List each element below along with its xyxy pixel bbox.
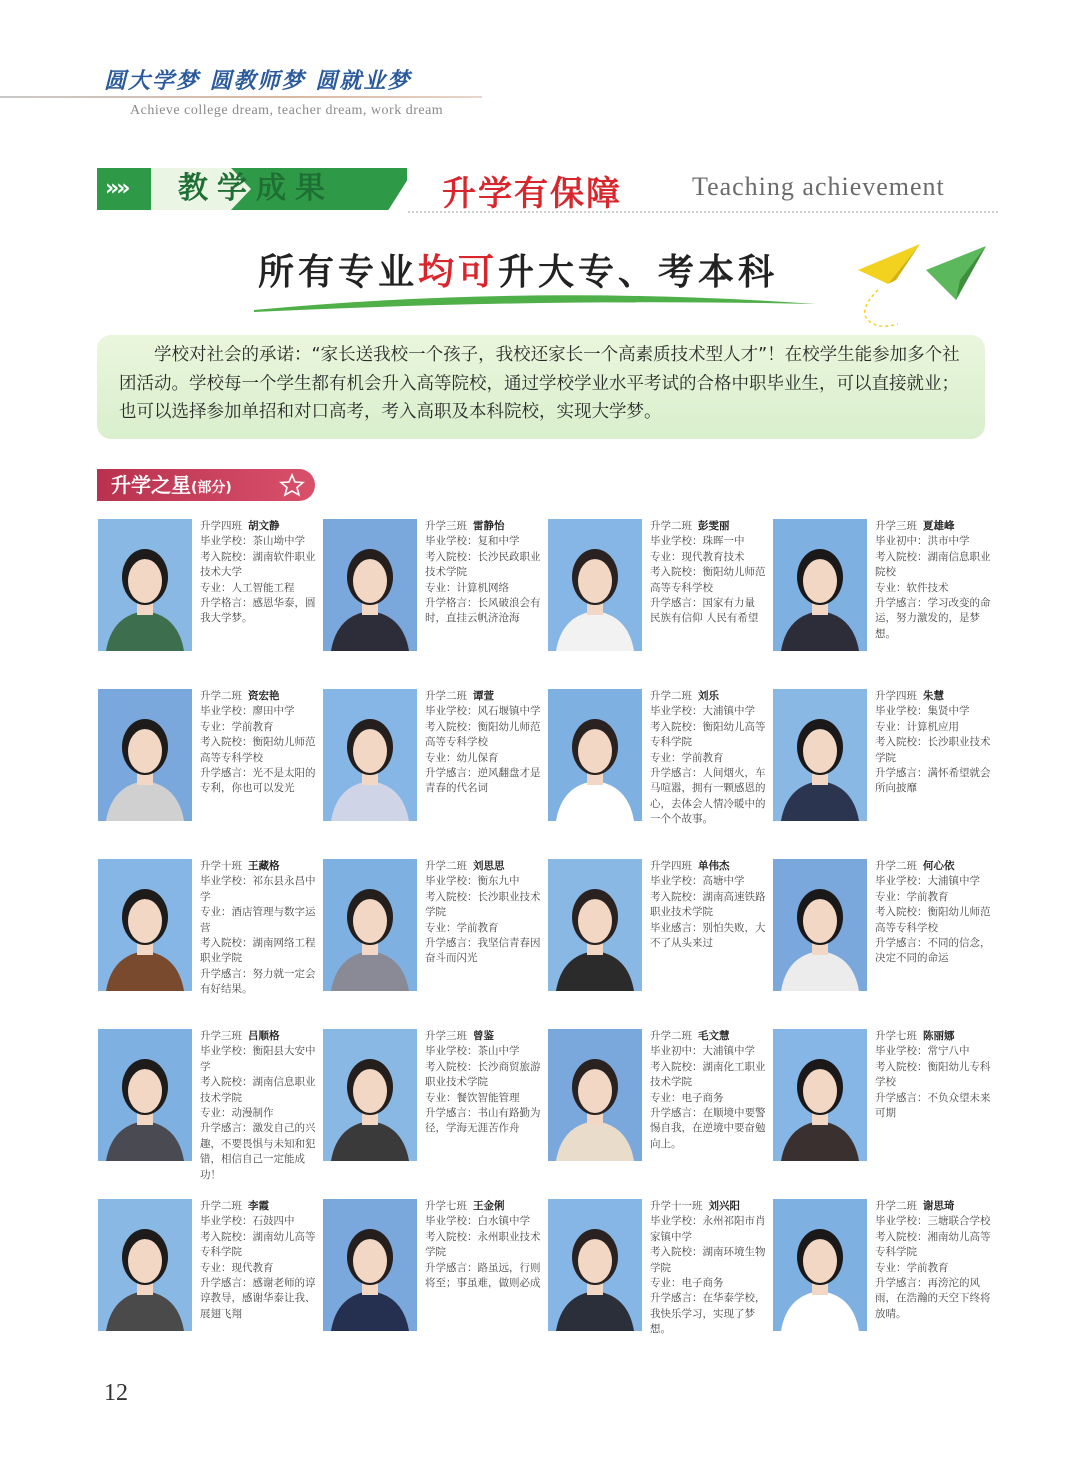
- student-photo: [98, 1029, 192, 1161]
- student-detail-line: 考入院校：湖南高速铁路职业技术学院: [650, 890, 766, 919]
- section-subtitle-english: Teaching achievement: [692, 172, 945, 201]
- student-detail-line: 升学感言：激发自己的兴趣，不要畏惧与未知和犯错，相信自己一定能成功！: [200, 1122, 316, 1181]
- student-card: [548, 519, 766, 653]
- student-class-line: [650, 1029, 768, 1044]
- student-card: [98, 689, 316, 823]
- student-detail-line: 专业：电子商务: [650, 1091, 724, 1104]
- student-detail-line: 专业：计算机网络: [425, 581, 509, 594]
- student-card: [323, 689, 541, 823]
- student-card: [548, 1199, 766, 1336]
- student-photo: [323, 689, 417, 821]
- student-info: [200, 1199, 318, 1322]
- student-class-line: [425, 859, 543, 874]
- student-info: [875, 689, 993, 797]
- student-card: [323, 1029, 541, 1163]
- student-detail-line: 升学感言：满怀希望就会所向披靡: [875, 767, 991, 795]
- page-number: 12: [104, 1380, 128, 1406]
- student-name: 曾鉴: [473, 1030, 494, 1042]
- header-divider: [0, 96, 482, 98]
- student-detail-line: 毕业学校：大浦镇中学: [650, 705, 755, 718]
- student-info: [200, 859, 318, 998]
- student-class: 升学二班: [200, 690, 242, 702]
- student-detail-line: 专业：幼儿保育: [425, 751, 499, 764]
- student-detail-line: 升学感言：努力就一定会有好结果。: [200, 967, 316, 996]
- student-card: [548, 689, 766, 826]
- student-detail-line: 升学感言：光不是太阳的专利，你也可以发光: [200, 767, 316, 795]
- section-subtitle: 升学有保障: [442, 174, 622, 214]
- student-detail-line: 升学感言：在华泰学校，我快乐学习，实现了梦想。: [650, 1292, 766, 1336]
- student-detail-line: 升学感言：书山有路勤为径，学海无涯苦作舟: [425, 1107, 541, 1135]
- student-photo: [98, 859, 192, 991]
- student-detail-line: 毕业学校：风石堰镇中学: [425, 705, 541, 718]
- student-photo: [323, 1199, 417, 1331]
- student-class-line: [200, 1029, 318, 1044]
- student-detail-line: 毕业学校：珠晖一中: [650, 535, 745, 548]
- student-card: [773, 689, 991, 823]
- student-name: 胡文静: [248, 520, 280, 532]
- stars-label-text: [111, 469, 232, 504]
- stars-label-note: (部分): [191, 480, 232, 496]
- headline-part1: 所有专业: [258, 252, 419, 293]
- student-info: [425, 859, 543, 967]
- student-card: [773, 519, 991, 653]
- student-detail-line: 考入院校：湖南环境生物学院: [650, 1246, 766, 1274]
- student-card: [773, 859, 991, 993]
- student-info: [875, 859, 993, 967]
- star-icon: [279, 473, 305, 497]
- student-info: [425, 1199, 543, 1291]
- student-detail-line: 毕业初中：大浦镇中学: [650, 1045, 755, 1058]
- student-info: [650, 1199, 768, 1338]
- student-name: 李霞: [248, 1200, 269, 1212]
- student-class: 升学十班: [200, 860, 242, 872]
- student-photo: [548, 519, 642, 651]
- student-info: [650, 519, 768, 627]
- student-detail-line: 升学感言：逆风翻盘才是青春的代名词: [425, 767, 541, 795]
- student-detail-line: 专业：现代教育技术: [650, 550, 745, 563]
- student-class: 升学三班: [875, 520, 917, 532]
- student-photo: [548, 859, 642, 991]
- student-detail-line: 升学感言：人间烟火，车马喧嚣，拥有一颗感恩的心，去体会人情冷暖中的一个个故事。: [650, 767, 766, 826]
- student-detail-line: 升学感言：学习改变的命运，努力激发的，是梦想。: [875, 597, 991, 640]
- dotted-divider: [408, 211, 998, 213]
- student-class-line: [650, 859, 768, 874]
- student-detail-line: 专业：学前教育: [425, 921, 499, 934]
- student-class-line: [650, 689, 768, 704]
- student-detail-line: 升学格言：长风破浪会有时，直挂云帆济沧海: [425, 597, 541, 625]
- student-detail-line: 考入院校：衡阳幼儿师范高等专科学校: [650, 566, 766, 594]
- student-detail-line: 毕业学校：茶山坳中学: [200, 535, 305, 548]
- student-name: 何心依: [923, 860, 955, 872]
- student-name: 刘乐: [698, 690, 719, 702]
- student-detail-line: 考入院校：湖南化工职业技术学院: [650, 1060, 766, 1089]
- student-name: 夏雄峰: [923, 520, 955, 532]
- headline-highlight: 均可: [418, 252, 499, 293]
- student-detail-line: 专业：现代教育: [200, 1261, 274, 1274]
- student-class-line: [875, 689, 993, 704]
- student-name: 毛文慧: [698, 1030, 730, 1042]
- student-detail-line: 升学感言：感谢老师的谆谆教导，感谢华泰让我、展翅飞翔: [200, 1277, 316, 1320]
- student-detail-line: 升学感言：在顺境中要警惕自我，在逆境中要奋勉向上。: [650, 1107, 766, 1150]
- student-photo: [548, 1199, 642, 1331]
- student-info: [875, 1199, 993, 1322]
- student-class-line: [425, 1029, 543, 1044]
- student-photo: [773, 859, 867, 991]
- student-detail-line: 升学感言：国家有力量 民族有信仰 人民有希望: [650, 597, 759, 625]
- headline: [258, 244, 778, 295]
- paper-plane-icon: [848, 240, 988, 330]
- student-detail-line: 专业：餐饮智能管理: [425, 1091, 520, 1104]
- student-class: 升学三班: [425, 520, 467, 532]
- student-photo: [773, 689, 867, 821]
- student-photo: [98, 1199, 192, 1331]
- student-name: 刘兴阳: [708, 1200, 740, 1212]
- student-card: [98, 859, 316, 996]
- student-card: [323, 1199, 541, 1333]
- headline-part2: 升大专、考本科: [498, 252, 779, 293]
- student-class: 升学二班: [200, 1200, 242, 1212]
- student-class-line: [200, 859, 318, 874]
- stars-label-main: 升学之星: [111, 473, 191, 497]
- student-card: [98, 519, 316, 653]
- student-detail-line: 专业：学前教育: [875, 1261, 949, 1274]
- student-detail-line: 考入院校：湖南幼儿高等专科学院: [200, 1230, 316, 1259]
- student-detail-line: 考入院校：长沙民政职业技术学院: [425, 550, 541, 579]
- student-detail-line: 专业：学前教育: [875, 890, 949, 903]
- student-detail-line: 毕业学校：三塘联合学校: [875, 1215, 991, 1228]
- student-detail-line: 升学感言：不负众望未来可期: [875, 1091, 991, 1120]
- student-info: [425, 1029, 543, 1137]
- student-name: 吕顺格: [248, 1030, 280, 1042]
- student-info: [650, 689, 768, 828]
- student-photo: [323, 859, 417, 991]
- intro-box: [97, 335, 985, 439]
- student-info: [200, 1029, 318, 1183]
- student-name: 雷静怡: [473, 520, 505, 532]
- student-detail-line: 专业：动漫制作: [200, 1107, 274, 1120]
- student-class: 升学二班: [650, 520, 692, 532]
- student-class: 升学二班: [875, 1200, 917, 1212]
- student-name: 单伟杰: [698, 860, 730, 872]
- student-detail-line: 毕业学校：祁东县永昌中学: [200, 875, 316, 903]
- student-detail-line: 考入院校：湖南软件职业技术大学: [200, 550, 316, 579]
- student-detail-line: 毕业学校：衡东九中: [425, 875, 520, 888]
- student-card: [323, 859, 541, 993]
- student-detail-line: 专业：电子商务: [650, 1277, 724, 1290]
- student-card: [98, 1029, 316, 1181]
- student-detail-line: 考入院校：湖南网络工程职业学院: [200, 937, 316, 965]
- student-detail-line: 升学感言：我坚信青春因奋斗而闪光: [425, 937, 541, 965]
- student-detail-line: 升学格言：感恩华泰，圆我大学梦。: [200, 597, 316, 625]
- student-detail-line: 毕业初中：洪市中学: [875, 535, 970, 548]
- student-photo: [98, 689, 192, 821]
- student-class-line: [425, 1199, 543, 1214]
- student-class: 升学二班: [650, 1030, 692, 1042]
- student-detail-line: 考入院校：永州职业技术学院: [425, 1230, 541, 1259]
- student-class-line: [425, 689, 543, 704]
- student-name: 刘思思: [473, 860, 505, 872]
- student-photo: [98, 519, 192, 651]
- student-detail-line: 考入院校：长沙职业技术学院: [875, 736, 991, 764]
- headline-underline-swoosh: [250, 290, 820, 314]
- student-photo: [773, 1199, 867, 1331]
- student-detail-line: 升学感言：再滂沱的风雨，在浩瀚的天空下终将放晴。: [875, 1277, 991, 1320]
- student-detail-line: 专业：软件技术: [875, 581, 949, 594]
- student-class: 升学四班: [875, 690, 917, 702]
- student-detail-line: 考入院校：湖南信息职业院校: [875, 550, 991, 579]
- student-detail-line: 毕业学校：永州祁阳市肖家镇中学: [650, 1215, 766, 1243]
- student-detail-line: 毕业学校：衡阳县大安中学: [200, 1045, 316, 1073]
- student-detail-line: 专业：计算机应用: [875, 720, 959, 733]
- student-detail-line: 毕业学校：石鼓四中: [200, 1215, 295, 1228]
- student-photo: [548, 1029, 642, 1161]
- student-info: [650, 859, 768, 951]
- student-detail-line: 毕业学校：集贤中学: [875, 705, 970, 718]
- student-name: 王金俐: [473, 1200, 505, 1212]
- student-class-line: [200, 689, 318, 704]
- student-card: [773, 1199, 991, 1333]
- student-class-line: [200, 1199, 318, 1214]
- student-name: 谢思琦: [923, 1200, 955, 1212]
- student-detail-line: 毕业感言：别怕失败，大不了从头来过: [650, 921, 766, 950]
- student-card: [548, 859, 766, 993]
- student-name: 王藏格: [248, 860, 280, 872]
- student-info: [650, 1029, 768, 1152]
- student-name: 谭萱: [473, 690, 494, 702]
- student-card: [323, 519, 541, 653]
- header-slogan-english: Achieve college dream, teacher dream, work dream: [130, 103, 444, 118]
- student-detail-line: 升学感言：不同的信念，决定不同的命运: [875, 937, 991, 965]
- student-class: 升学三班: [200, 1030, 242, 1042]
- student-class: 升学三班: [425, 1030, 467, 1042]
- student-card: [98, 1199, 316, 1333]
- intro-text: 学校对社会的承诺：“家长送我校一个孩子，我校还家长一个高素质技术型人才”！在校学生能参加多个社团活动。学校每一个学生都有机会升入高等院校，通过学校学业水平考试的合格中职毕业生，可以直接就业；也可以选择参加单招和对口高考，考入高职及本科院校，实现大学梦。: [119, 345, 960, 422]
- student-name: 资宏艳: [248, 690, 280, 702]
- student-class: 升学二班: [875, 860, 917, 872]
- student-class: 升学二班: [425, 860, 467, 872]
- chevron-double-icon: »»: [105, 176, 128, 201]
- student-detail-line: 考入院校：湖南信息职业技术学院: [200, 1076, 316, 1104]
- student-name: 朱慧: [923, 690, 944, 702]
- student-class: 升学二班: [650, 690, 692, 702]
- student-class-line: [875, 1029, 993, 1044]
- student-class-line: [425, 519, 543, 534]
- header-slogan: 圆大学梦 圆教师梦 圆就业梦: [104, 68, 412, 94]
- student-photo: [773, 1029, 867, 1161]
- student-detail-line: 考入院校：长沙职业技术学院: [425, 890, 541, 919]
- student-info: [875, 519, 993, 642]
- student-detail-line: 毕业学校：大浦镇中学: [875, 875, 980, 888]
- student-detail-line: 升学感言：路虽远，行则将至；事虽难，做则必成: [425, 1261, 541, 1290]
- student-detail-line: 专业：学前教育: [200, 720, 274, 733]
- student-info: [200, 519, 318, 627]
- student-class: 升学四班: [200, 520, 242, 532]
- section-title: 教学成果: [178, 171, 334, 206]
- student-class: 升学四班: [650, 860, 692, 872]
- student-name: 彭雯丽: [698, 520, 730, 532]
- student-card: [773, 1029, 991, 1163]
- student-card: [548, 1029, 766, 1163]
- student-detail-line: 考入院校：长沙商贸旅游职业技术学院: [425, 1060, 541, 1089]
- student-photo: [548, 689, 642, 821]
- student-class-line: [875, 859, 993, 874]
- student-class: 升学十一班: [650, 1200, 703, 1212]
- student-info: [875, 1029, 993, 1121]
- student-detail-line: 毕业学校：复和中学: [425, 535, 520, 548]
- student-info: [425, 689, 543, 797]
- student-photo: [773, 519, 867, 651]
- student-class-line: [875, 1199, 993, 1214]
- student-class-line: [650, 1199, 768, 1214]
- student-detail-line: 毕业学校：高塘中学: [650, 875, 745, 888]
- student-detail-line: 考入院校：衡阳幼儿专科学校: [875, 1060, 991, 1089]
- student-photo: [323, 1029, 417, 1161]
- student-class-line: [650, 519, 768, 534]
- student-info: [425, 519, 543, 627]
- student-detail-line: 毕业学校：茶山中学: [425, 1045, 520, 1058]
- student-detail-line: 毕业学校：白水镇中学: [425, 1215, 530, 1228]
- student-info: [200, 689, 318, 797]
- student-detail-line: 考入院校：衡阳幼儿师范高等专科学校: [200, 736, 316, 764]
- student-detail-line: 专业：酒店管理与数字运营: [200, 906, 316, 934]
- student-class: 升学七班: [875, 1030, 917, 1042]
- student-detail-line: 专业：学前教育: [650, 751, 724, 764]
- student-detail-line: 毕业学校：常宁八中: [875, 1045, 970, 1058]
- student-class-line: [200, 519, 318, 534]
- student-name: 陈丽娜: [923, 1030, 955, 1042]
- student-class-line: [875, 519, 993, 534]
- student-detail-line: 考入院校：衡阳幼儿师范高等专科学校: [875, 906, 991, 934]
- student-detail-line: 考入院校：湘南幼儿高等专科学院: [875, 1230, 991, 1259]
- student-photo: [323, 519, 417, 651]
- student-class: 升学七班: [425, 1200, 467, 1212]
- student-detail-line: 毕业学校：廖田中学: [200, 705, 295, 718]
- student-detail-line: 考入院校：衡阳幼儿高等专科学院: [650, 720, 766, 749]
- student-detail-line: 考入院校：衡阳幼儿师范高等专科学校: [425, 720, 541, 749]
- stars-label: [97, 469, 315, 501]
- student-class: 升学二班: [425, 690, 467, 702]
- student-detail-line: 专业：人工智能工程: [200, 581, 295, 594]
